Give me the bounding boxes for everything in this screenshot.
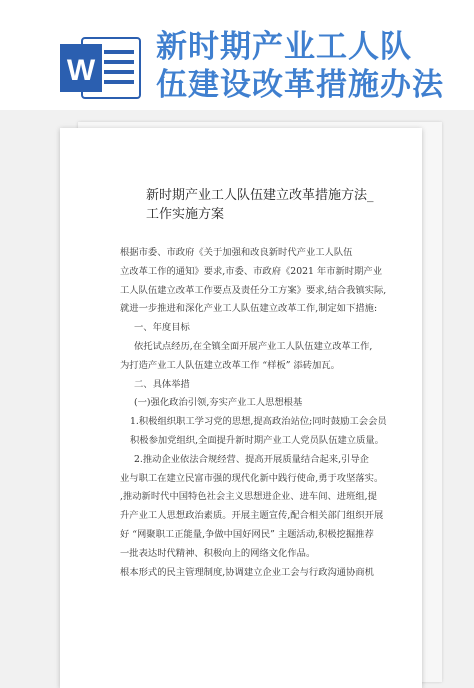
body-line: 积极参加党组织,全面提升新时期产业工人党员队伍建立质量。 [130, 434, 384, 446]
word-logo-letter: W [66, 54, 96, 87]
word-document-icon [60, 36, 142, 100]
body-line: 为打造产业工人队伍建立改革工作 “样板” 添砖加瓦。 [120, 359, 340, 371]
body-line: ,推动新时代中国特色社会主义思想进企业、进车间、进班组,提 [120, 491, 377, 503]
document-title [146, 186, 386, 224]
subsection-heading: (一)强化政治引领,夯实产业工人思想根基 [134, 397, 303, 409]
banner-title-line-1: 新时期产业工人队 [156, 29, 412, 65]
body-line: 工人队伍建立改革工作要点及责任分工方案》要求,结合我镇实际, [120, 284, 387, 296]
section-heading: 一、年度目标 [134, 322, 190, 334]
body-line: 升产业工人思想政治素质。开展主题宣传,配合相关部门组织开展 [120, 510, 384, 522]
body-line: 业与职工在建立民富市强的现代化新中践行使命,勇于攻坚落实。 [120, 472, 384, 484]
document-page [60, 128, 422, 688]
document-title-line-2: 工作实施方案 [146, 207, 225, 222]
body-line: 依托试点经历,在全镇全面开展产业工人队伍建立改革工作, [134, 340, 373, 352]
header-banner [0, 0, 474, 110]
body-line: 立改革工作的通知》要求,市委、市政府《2021 年市新时期产业 [120, 265, 382, 277]
section-heading: 二、具体举措 [134, 378, 190, 390]
banner-title [156, 28, 466, 104]
body-line: 就进一步推进和深化产业工人队伍建立改革工作,制定如下措施: [120, 303, 378, 315]
document-title-line-1: 新时期产业工人队伍建立改革措施方法_ [146, 188, 374, 203]
body-line: 根据市委、市政府《关于加强和改良新时代产业工人队伍 [120, 247, 353, 258]
body-line: 1.积极组织职工学习党的思想,提高政治站位;同时鼓励工会会员 [130, 416, 387, 428]
body-line: 根本形式的民主管理制度,协调建立企业工会与行政沟通协商机 [120, 566, 374, 578]
body-line: 好 “网聚职工正能量,争做中国好网民” 主题活动,积极挖掘推荐 [120, 528, 374, 540]
document-body [120, 244, 420, 582]
body-line: 一批表达时代精神、积极向上的网络文化作品。 [120, 547, 316, 559]
body-line: 2.推动企业依法合规经营、提高开展质量结合起来,引导企 [134, 453, 369, 465]
banner-title-line-2: 伍建设改革措施办法 [156, 67, 444, 103]
